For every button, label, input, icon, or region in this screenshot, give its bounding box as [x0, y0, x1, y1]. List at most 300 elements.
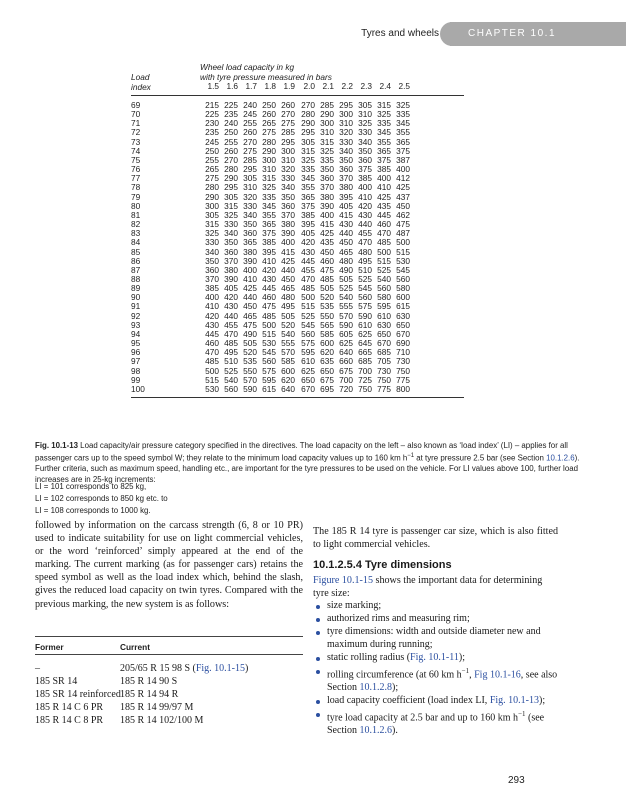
capacity-cell: 750 [396, 365, 410, 376]
capacity-cell: 525 [224, 365, 238, 376]
capacity-cell: 580 [377, 292, 391, 303]
capacity-cell: 430 [224, 301, 238, 312]
current-cell: 185 R 14 102/100 M [120, 715, 204, 726]
former-cell: 185 R 14 C 6 PR [35, 702, 104, 713]
bullet-text: load capacity coefficient (load index LI, [327, 694, 490, 706]
bullet-text: (see Section [327, 712, 545, 736]
caption-section-link[interactable]: 10.1.2.6 [546, 453, 575, 463]
capacity-cell: 570 [281, 347, 295, 358]
capacity-cell: 480 [339, 255, 353, 266]
capacity-cell: 335 [396, 109, 410, 120]
bullet-text: ); [538, 694, 546, 706]
load-index-cell: 94 [131, 328, 141, 339]
capacity-cell: 330 [243, 200, 257, 211]
capacity-column [301, 101, 315, 394]
capacity-cell: 335 [320, 154, 334, 165]
capacity-cell: 545 [262, 347, 276, 358]
capacity-cell: 415 [281, 246, 295, 257]
capacity-cell: 730 [377, 365, 391, 376]
capacity-cell: 415 [320, 219, 334, 230]
capacity-cell: 410 [262, 255, 276, 266]
capacity-cell: 275 [205, 173, 219, 184]
capacity-cell: 375 [377, 154, 391, 165]
capacity-cell: 540 [339, 292, 353, 303]
list-item [313, 613, 563, 626]
capacity-cell: 600 [320, 338, 334, 349]
capacity-cell: 480 [281, 292, 295, 303]
capacity-cell: 400 [377, 173, 391, 184]
capacity-cell: 525 [358, 273, 372, 284]
capacity-cell: 475 [262, 301, 276, 312]
capacity-cell: 380 [339, 182, 353, 193]
capacity-cell: 390 [281, 228, 295, 239]
caption-text-3: ). Further criteria, such as maximum speed, handling etc., are important for the tyre pressures to be used on the vehicle. For LI values above 100, further load increases are in 25-kg increments: [35, 453, 580, 484]
capacity-cell: 265 [205, 164, 219, 175]
capacity-cell: 360 [243, 228, 257, 239]
capacity-cell: 460 [205, 338, 219, 349]
capacity-cell: 410 [358, 191, 372, 202]
capacity-cell: 325 [262, 182, 276, 193]
capacity-cell: 300 [320, 118, 334, 129]
capacity-cell: 620 [320, 347, 334, 358]
capacity-cell: 460 [262, 292, 276, 303]
capacity-cell: 460 [320, 255, 334, 266]
capacity-cell: 412 [396, 173, 410, 184]
capacity-cell: 415 [339, 209, 353, 220]
capacity-cell: 530 [396, 255, 410, 266]
capacity-cell: 440 [224, 310, 238, 321]
capacity-cell: 275 [243, 145, 257, 156]
capacity-cell: 535 [320, 301, 334, 312]
capacity-cell: 270 [224, 154, 238, 165]
capacity-cell: 365 [262, 219, 276, 230]
capacity-cell: 570 [339, 310, 353, 321]
chapter-tab [450, 22, 626, 46]
capacity-cell: 450 [396, 200, 410, 211]
capacity-cell: 250 [205, 145, 219, 156]
capacity-cell: 395 [262, 246, 276, 257]
capacity-cell: 475 [396, 219, 410, 230]
capacity-cell: 270 [281, 109, 295, 120]
capacity-cell: 245 [205, 136, 219, 147]
capacity-cell: 365 [396, 136, 410, 147]
capacity-cell: 685 [358, 356, 372, 367]
load-index-cell: 99 [131, 374, 141, 385]
capacity-cell: 510 [358, 264, 372, 275]
capacity-cell: 585 [281, 356, 295, 367]
capacity-cell: 500 [396, 237, 410, 248]
capacity-cell: 425 [281, 255, 295, 266]
capacity-cell: 325 [301, 154, 315, 165]
capacity-cell: 225 [224, 100, 238, 110]
capacity-cell: 355 [396, 127, 410, 138]
capacity-cell: 300 [281, 145, 295, 156]
conversion-fig-link[interactable]: Fig. 10.1-15 [195, 663, 246, 674]
load-index-label-2: index [131, 82, 151, 92]
capacity-cell: 775 [377, 383, 391, 394]
current-header: Current [120, 642, 150, 652]
capacity-cell: 500 [301, 292, 315, 303]
capacity-cell: 350 [339, 154, 353, 165]
load-index-cell: 98 [131, 365, 141, 376]
capacity-cell: 650 [396, 319, 410, 330]
capacity-cell: 250 [224, 127, 238, 138]
load-index-cell: 100 [131, 383, 145, 394]
pressure-header: 2.5 [398, 81, 410, 91]
capacity-cell: 775 [396, 374, 410, 385]
capacity-cell: 515 [205, 374, 219, 385]
capacity-cell: 400 [358, 182, 372, 193]
capacity-cell: 750 [377, 374, 391, 385]
capacity-cell: 495 [224, 347, 238, 358]
bullet-text: ); [392, 681, 399, 693]
list-item [313, 626, 563, 651]
pressure-header: 1.7 [245, 81, 257, 91]
capacity-cell: 565 [320, 319, 334, 330]
table-title [200, 62, 332, 82]
capacity-cell: 530 [262, 338, 276, 349]
right-intro-paragraph: The 185 R 14 tyre is passenger car size, which is also fitted to light commercial vehicles. [313, 526, 558, 551]
pressure-header: 1.8 [264, 81, 276, 91]
capacity-cell: 430 [205, 319, 219, 330]
capacity-cell: 305 [358, 100, 372, 110]
capacity-column [377, 101, 391, 394]
capacity-cell: 437 [396, 191, 410, 202]
section-link[interactable]: 10.1.2.6 [359, 725, 392, 736]
capacity-cell: 290 [205, 191, 219, 202]
load-index-cell: 72 [131, 127, 141, 138]
capacity-cell: 340 [339, 145, 353, 156]
capacity-cell: 425 [320, 228, 334, 239]
load-index-cell: 87 [131, 264, 141, 275]
capacity-cell: 330 [281, 173, 295, 184]
capacity-cell: 560 [396, 273, 410, 284]
capacity-cell: 670 [301, 383, 315, 394]
capacity-cell: 280 [301, 109, 315, 120]
pressure-header: 2.1 [322, 81, 334, 91]
capacity-cell: 730 [396, 356, 410, 367]
pressure-header: 2.2 [341, 81, 353, 91]
capacity-cell: 670 [396, 328, 410, 339]
capacity-cell: 400 [281, 237, 295, 248]
table-title-line1: Wheel load capacity in kg [200, 62, 295, 72]
pressure-header: 2.3 [360, 81, 372, 91]
capacity-cell: 285 [243, 154, 257, 165]
capacity-cell: 360 [224, 246, 238, 257]
capacity-cell: 390 [224, 273, 238, 284]
load-index-cell: 74 [131, 145, 141, 156]
table-bottom-rule [131, 397, 464, 398]
capacity-column [205, 101, 219, 394]
capacity-cell: 280 [205, 182, 219, 193]
load-index-cell: 77 [131, 173, 141, 184]
figure-link[interactable]: Fig. 10.1-13 [489, 694, 539, 706]
capacity-cell: 310 [339, 118, 353, 129]
capacity-cell: 335 [262, 191, 276, 202]
capacity-cell: 440 [281, 264, 295, 275]
figure-link[interactable]: Figure 10.1-15 [313, 575, 373, 586]
load-index-cell: 84 [131, 237, 141, 248]
superscript: −1 [518, 710, 526, 719]
capacity-cell: 585 [320, 328, 334, 339]
li-note-102: LI = 102 corresponds to 850 kg etc. to [35, 494, 168, 503]
capacity-cell: 485 [320, 273, 334, 284]
capacity-cell: 490 [243, 328, 257, 339]
capacity-cell: 290 [224, 173, 238, 184]
capacity-cell: 475 [243, 319, 257, 330]
capacity-cell: 505 [281, 310, 295, 321]
capacity-cell: 305 [243, 173, 257, 184]
reinforced-word: ‘reinforced’ [94, 546, 143, 558]
capacity-cell: 465 [339, 246, 353, 257]
capacity-cell: 310 [358, 109, 372, 120]
capacity-cell: 550 [243, 365, 257, 376]
figure-link[interactable]: Fig 10.1-16 [474, 669, 521, 681]
capacity-cell: 385 [205, 283, 219, 294]
capacity-cell: 385 [262, 237, 276, 248]
bullet-dot [316, 713, 320, 717]
bullet-text: ); [458, 651, 465, 663]
capacity-cell: 380 [281, 219, 295, 230]
list-item [313, 652, 563, 665]
capacity-cell: 310 [281, 154, 295, 165]
pressure-header: 1.5 [207, 81, 219, 91]
page-number: 293 [508, 775, 525, 786]
capacity-cell: 355 [262, 209, 276, 220]
capacity-cell: 625 [358, 328, 372, 339]
capacity-cell: 400 [320, 209, 334, 220]
load-index-cell: 81 [131, 209, 141, 220]
capacity-cell: 490 [339, 264, 353, 275]
capacity-cell: 380 [320, 191, 334, 202]
capacity-cell: 275 [281, 118, 295, 129]
load-index-cell: 96 [131, 347, 141, 358]
capacity-cell: 515 [301, 301, 315, 312]
capacity-cell: 685 [377, 347, 391, 358]
figure-link[interactable]: Fig. 10.1-11 [410, 651, 459, 663]
capacity-cell: 375 [262, 228, 276, 239]
load-index-cell: 83 [131, 228, 141, 239]
bullet-dot [316, 618, 320, 622]
capacity-cell: 250 [262, 100, 276, 110]
capacity-cell: 450 [339, 237, 353, 248]
capacity-cell: 360 [281, 200, 295, 211]
capacity-cell: 605 [339, 328, 353, 339]
capacity-cell: 505 [339, 273, 353, 284]
capacity-cell: 580 [396, 283, 410, 294]
capacity-cell: 295 [224, 182, 238, 193]
bullet-text: authorized rims and measuring rim; [327, 613, 470, 625]
capacity-cell: 660 [339, 356, 353, 367]
capacity-column [320, 101, 334, 394]
capacity-cell: 245 [243, 109, 257, 120]
load-index-cell: 76 [131, 164, 141, 175]
capacity-cell: 545 [396, 264, 410, 275]
capacity-cell: 615 [262, 383, 276, 394]
right-paragraph-text: shows the important data for determining tyre size: [313, 575, 543, 600]
bullet-text: tyre load capacity at 2.5 bar and up to 160 km h [327, 712, 519, 724]
capacity-cell: 295 [339, 100, 353, 110]
capacity-cell: 560 [301, 328, 315, 339]
load-index-cell: 97 [131, 356, 141, 367]
load-index-cell: 92 [131, 310, 141, 321]
load-index-cell: 90 [131, 292, 141, 303]
capacity-cell: 255 [205, 154, 219, 165]
bullet-text: , see also Section [327, 669, 558, 693]
capacity-cell: 525 [301, 310, 315, 321]
load-index-column [131, 101, 145, 394]
capacity-cell: 340 [205, 246, 219, 257]
capacity-cell: 325 [320, 145, 334, 156]
capacity-cell: 620 [281, 374, 295, 385]
capacity-cell: 365 [377, 145, 391, 156]
capacity-cell: 340 [224, 228, 238, 239]
load-index-cell: 89 [131, 283, 141, 294]
capacity-cell: 260 [281, 100, 295, 110]
capacity-cell: 325 [224, 209, 238, 220]
capacity-cell: 545 [358, 283, 372, 294]
capacity-cell: 515 [377, 255, 391, 266]
capacity-cell: 610 [377, 310, 391, 321]
capacity-cell: 500 [377, 246, 391, 257]
list-item [313, 600, 563, 613]
current-cell: 185 R 14 94 R [120, 689, 179, 700]
capacity-cell: 325 [205, 228, 219, 239]
capacity-cell: 510 [224, 356, 238, 367]
capacity-cell: 440 [339, 228, 353, 239]
capacity-cell: 475 [320, 264, 334, 275]
capacity-cell: 495 [281, 301, 295, 312]
capacity-cell: 285 [320, 100, 334, 110]
capacity-cell: 365 [243, 237, 257, 248]
capacity-cell: 290 [320, 109, 334, 120]
capacity-cell: 700 [358, 365, 372, 376]
capacity-cell: 355 [377, 136, 391, 147]
capacity-cell: 360 [339, 164, 353, 175]
list-item [313, 708, 563, 738]
former-cell: 185 SR 14 [35, 676, 78, 687]
bullet-dot [316, 670, 320, 674]
capacity-cell: 260 [224, 145, 238, 156]
capacity-cell: 590 [358, 310, 372, 321]
capacity-cell: 540 [281, 328, 295, 339]
capacity-cell: 615 [396, 301, 410, 312]
capacity-cell: 460 [377, 219, 391, 230]
capacity-cell: 260 [243, 127, 257, 138]
current-cell: 185 R 14 99/97 M [120, 702, 194, 713]
left-paragraph-a: followed by information on the carcass strength (6, 8 or 10 PR) used to indicate suitability for use on light commercial vehicles, or the word [35, 520, 303, 558]
capacity-cell: 535 [243, 356, 257, 367]
capacity-column [262, 101, 276, 394]
capacity-cell: 600 [396, 292, 410, 303]
capacity-cell: 570 [243, 374, 257, 385]
capacity-cell: 645 [358, 338, 372, 349]
current-cell: 185 R 14 90 S [120, 676, 178, 687]
capacity-cell: 315 [377, 100, 391, 110]
capacity-cell: 650 [377, 328, 391, 339]
capacity-cell: 300 [205, 200, 219, 211]
list-item [313, 695, 563, 708]
li-note-101: LI = 101 corresponds to 825 kg, [35, 482, 147, 491]
capacity-cell: 540 [224, 374, 238, 385]
capacity-cell: 345 [396, 118, 410, 129]
load-index-cell: 82 [131, 219, 141, 230]
capacity-cell: 470 [358, 237, 372, 248]
capacity-cell: 305 [301, 136, 315, 147]
capacity-cell: 405 [339, 200, 353, 211]
capacity-cell: 560 [224, 383, 238, 394]
capacity-cell: 430 [262, 273, 276, 284]
capacity-cell: 400 [243, 264, 257, 275]
capacity-cell: 235 [224, 109, 238, 120]
capacity-cell: 400 [205, 292, 219, 303]
capacity-cell: 505 [320, 283, 334, 294]
capacity-cell: 705 [377, 356, 391, 367]
load-index-cell: 86 [131, 255, 141, 266]
capacity-cell: 305 [205, 209, 219, 220]
capacity-cell: 395 [301, 219, 315, 230]
capacity-cell: 320 [339, 127, 353, 138]
former-header: Former [35, 642, 64, 652]
chapter-label: CHAPTER 10.1 [468, 28, 557, 39]
capacity-cell: 540 [377, 273, 391, 284]
capacity-cell: 385 [358, 173, 372, 184]
capacity-cell: 350 [320, 164, 334, 175]
capacity-cell: 325 [396, 100, 410, 110]
capacity-cell: 375 [358, 164, 372, 175]
capacity-cell: 330 [224, 219, 238, 230]
capacity-cell: 370 [281, 209, 295, 220]
capacity-cell: 345 [262, 200, 276, 211]
load-index-cell: 91 [131, 301, 141, 312]
section-link[interactable]: 10.1.2.8 [359, 681, 392, 693]
load-index-cell: 88 [131, 273, 141, 284]
capacity-cell: 240 [243, 100, 257, 110]
capacity-cell: 380 [224, 264, 238, 275]
capacity-cell: 345 [377, 127, 391, 138]
capacity-cell: 640 [339, 347, 353, 358]
capacity-cell: 420 [205, 310, 219, 321]
capacity-cell: 455 [224, 319, 238, 330]
capacity-column [224, 101, 238, 394]
capacity-cell: 360 [358, 154, 372, 165]
li-note-108: LI = 108 corresponds to 1000 kg. [35, 506, 151, 515]
capacity-cell: 295 [301, 127, 315, 138]
capacity-cell: 485 [205, 356, 219, 367]
load-index-cell: 75 [131, 154, 141, 165]
capacity-cell: 525 [339, 283, 353, 294]
capacity-cell: 225 [205, 109, 219, 120]
current-cell-close: ) [245, 663, 249, 674]
capacity-cell: 375 [301, 200, 315, 211]
table-header-rule [131, 95, 464, 96]
capacity-cell: 360 [320, 173, 334, 184]
capacity-cell: 395 [339, 191, 353, 202]
capacity-cell: 750 [358, 383, 372, 394]
capacity-column [358, 101, 372, 394]
capacity-cell: 315 [262, 173, 276, 184]
capacity-cell: 355 [301, 182, 315, 193]
capacity-cell: 320 [281, 164, 295, 175]
caption-superscript: −1 [407, 453, 415, 460]
capacity-cell: 380 [243, 246, 257, 257]
capacity-cell: 385 [377, 164, 391, 175]
capacity-cell: 290 [262, 145, 276, 156]
capacity-cell: 420 [358, 200, 372, 211]
former-cell: 185 R 14 C 8 PR [35, 715, 104, 726]
capacity-cell: 425 [243, 283, 257, 294]
current-cell [120, 663, 248, 675]
